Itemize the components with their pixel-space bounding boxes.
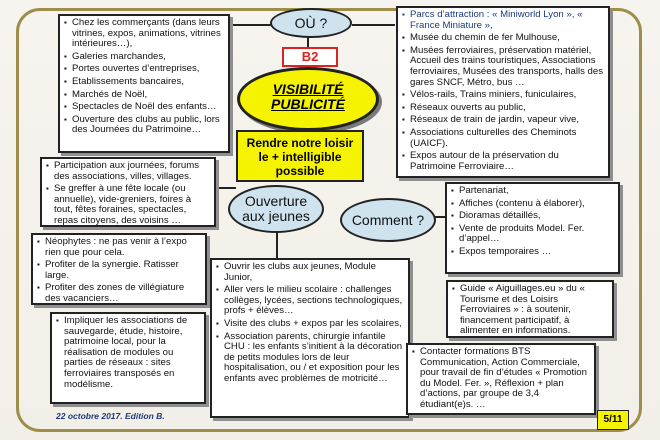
list-item: ▪ Profiter des zones de villégiature des vacanciers…: [37, 283, 201, 304]
list-item: ▪ Association parents, chirurgie infantile CHU : les enfants s’initient à la décoration de petits modules lors de leur hospitalisation, ou / et exposition pour les enfants avec problèmes de motricité…: [216, 332, 404, 385]
list-item: ▪ Vélos-rails, Trains miniers, funiculaires,: [402, 90, 604, 101]
list-item: ▪ Parcs d’attraction : « Miniworld Lyon », « France Miniature »,: [402, 10, 604, 31]
list-item: ▪ Profiter de la synergie. Ratisser large.: [37, 260, 201, 281]
list-item: ▪ Associations culturelles des Cheminots (UAICF).: [402, 128, 604, 149]
box-top-right: [396, 6, 610, 178]
list-item: ▪ Visite des clubs + expos par les scolaires,: [216, 319, 404, 330]
center-title-line1: VISIBILITÉ: [272, 81, 344, 97]
box-low-left: [31, 233, 207, 305]
list-item: ▪ Ouvrir les clubs aux jeunes, Module Junior,: [216, 262, 404, 283]
list-item: ▪ Spectacles de Noël des enfants…: [64, 102, 224, 113]
list-item: ▪ Ouverture des clubs au public, lors des Journées du Patrimoine…: [64, 115, 224, 136]
list-item: ▪ Musée du chemin de fer Mulhouse,: [402, 33, 604, 44]
list-item: ▪ Galeries marchandes,: [64, 52, 224, 63]
list-item: ▪ Impliquer les associations de sauvegarde, étude, histoire, patrimoine local, pour la réalisation de modules ou parties de réseaux : sites ferroviaires transposés en modélisme.: [56, 316, 200, 390]
list-item: ▪ Musées ferroviaires, préservation matériel, Accueil des trains touristiques, Associations ferroviaires, Musées des transports, halls des gares SNCF, Métro, bus …: [402, 46, 604, 88]
goal-line2: le + intelligible: [258, 150, 342, 164]
list-item: ▪ Vente de produits Model. Fer. d’appel…: [451, 224, 614, 245]
list-item: ▪ Etablissements bancaires,: [64, 77, 224, 88]
box-mid-left: [40, 157, 216, 227]
box-top-left: [58, 14, 230, 153]
ellipse-comment: Comment ?: [340, 198, 436, 242]
ellipse-ou: OÙ ?: [270, 8, 352, 38]
box-mid-right: [445, 182, 620, 274]
list-item: ▪ Expos temporaires …: [451, 247, 614, 258]
list-item: ▪ Contacter formations BTS Communication, Action Commerciale, pour travail de fin d’études « Promotion du Model. Fer. », Réflexion + plan d’actions, par groupe de 3,4 étudiant(e)s. …: [412, 347, 590, 411]
center-title-line2: PUBLICITÉ: [271, 96, 345, 112]
edition-date: 22 octobre 2017. Edition B.: [56, 411, 165, 421]
box-bts-right: [406, 343, 596, 415]
list-item: ▪ Réseaux ouverts au public,: [402, 103, 604, 114]
box-guide-right: [446, 280, 614, 338]
page-number: 5/11: [597, 410, 629, 430]
center-title-oval: [237, 67, 379, 131]
list-item: ▪ Portes ouvertes d’entreprises,: [64, 64, 224, 75]
list-item: ▪ Expos autour de la préservation du Patrimoine Ferroviaire…: [402, 151, 604, 172]
box-ouverture-jeunes: [210, 258, 410, 418]
goal-box: [236, 130, 364, 182]
connector-ouverture-vertical: [276, 231, 278, 259]
connector-top-right: [352, 24, 395, 26]
list-item: ▪ Dioramas détaillés,: [451, 211, 614, 222]
list-item: ▪ Chez les commerçants (dans leurs vitrines, expos, animations, vitrines intérieures…),: [64, 18, 224, 50]
box-bottom-left: [50, 312, 206, 404]
list-item: ▪ Participation aux journées, forums des associations, villes, villages.: [46, 161, 210, 182]
list-item: ▪ Aller vers le milieu scolaire : challenges collèges, lycées, sections technologiques, profs + élèves…: [216, 285, 404, 317]
list-item: ▪ Se greffer à une fête locale (ou annuelle), vide-greniers, foires à tout, fêtes foraines, spectacles, repas citoyens, des voisins …: [46, 184, 210, 226]
ellipse-ouverture-aux-jeunes: Ouverture aux jeunes: [228, 185, 324, 233]
list-item: ▪ Affiches (contenu à élaborer),: [451, 199, 614, 210]
list-item: ▪ Néophytes : ne pas venir à l’expo rien que pour cela.: [37, 237, 201, 258]
section-badge: B2: [282, 47, 338, 67]
list-item: ▪ Réseaux de train de jardin, vapeur vive,: [402, 115, 604, 126]
list-item: ▪ Partenariat,: [451, 186, 614, 197]
center-title: [240, 82, 376, 112]
list-item: ▪ Marchés de Noël,: [64, 90, 224, 101]
list-item: ▪ Guide « Aiguillages.eu » du « Tourisme et des Loisirs Ferroviaires » : à soutenir, financement participatif, à alimenter en informations.: [452, 284, 608, 337]
goal-line3: possible: [275, 164, 325, 178]
goal-line1: Rendre notre loisir: [246, 136, 354, 150]
